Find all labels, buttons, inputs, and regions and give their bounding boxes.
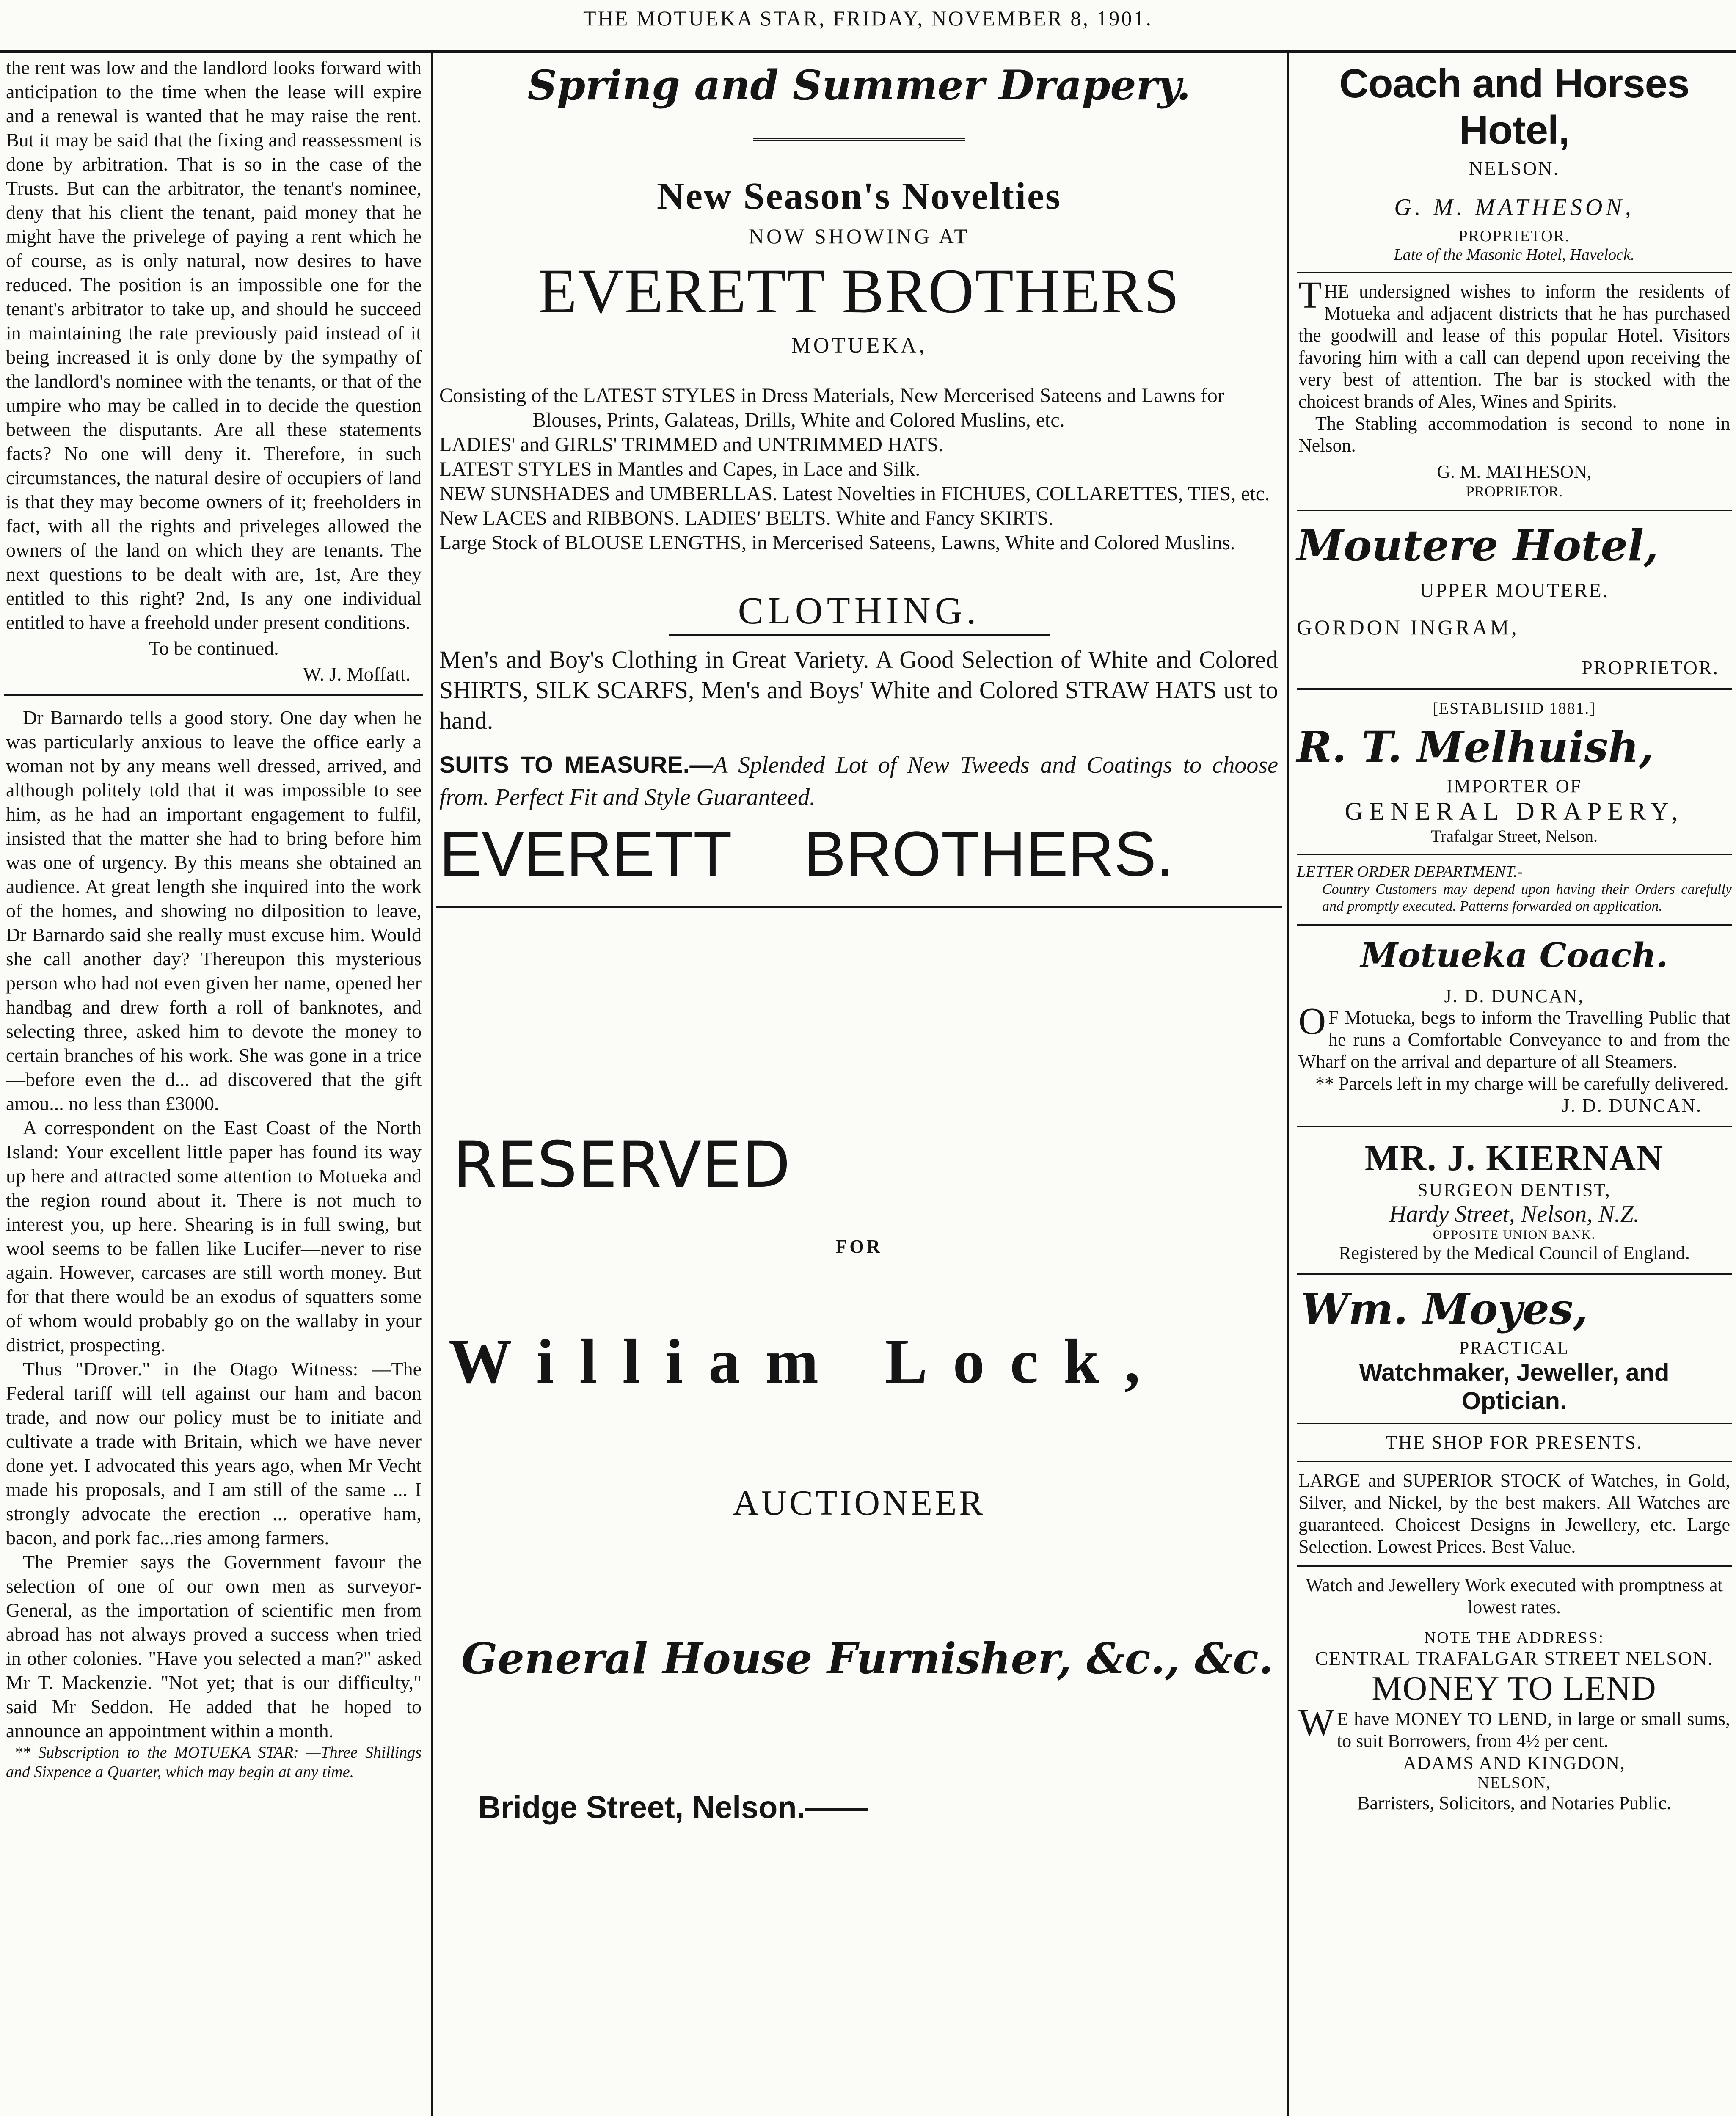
coach-horses-town: NELSON. [1469,157,1560,179]
kiernan-opposite: OPPOSITE UNION BANK. [1433,1228,1596,1242]
clothing-text: Men's and Boy's Clothing in Great Variety. A Good Selection of White and Colored SHIRTS, SILK SCARFS, Men's and Boys' White and Colored STRAW HATS ust to hand. [439,646,1278,734]
drapery-items [436,358,1282,555]
ad-separator [1297,1423,1732,1424]
ad-separator [1297,1273,1732,1275]
coach-horses-signature-title: PROPRIETOR. [1466,483,1563,500]
subscription-notice: ** Subscription to the MOTUEKA STAR: —Three Shillings and Sixpence a Quarter, which may begin at any time. [6,1744,422,1781]
motueka-coach-parcels: ** Parcels left in my charge will be carefully delivered. [1315,1073,1729,1094]
moyes-shop: THE SHOP FOR PRESENTS. [1386,1432,1643,1453]
kiernan-address: Hardy Street, Nelson, N.Z. [1389,1201,1640,1227]
drover-paragraph: Thus "Drover." in the Otago Witness: —The Federal tariff will tell against our ham and bacon trade, and now our policy must be to initiate and cultivate a trade with Britain, which we have never done yet. I advocated this years ago, when Mr Vecht made his proposals, and I am still of the same ... I strongly advocate the erection ... operative ham, bacon, and pork fac...ries among farmers. [6,1358,422,1548]
moutere-proprietor: PROPRIETOR. [1582,657,1719,678]
coach-horses-owner: G. M. MATHESON, [1394,194,1634,220]
ad-separator [1297,1126,1732,1127]
coach-horses-title: Coach and Horses Hotel, [1339,61,1689,153]
money-to-lend-title: MONEY TO LEND [1372,1670,1657,1707]
ad-separator [1297,1565,1732,1567]
ad-separator [1297,1461,1732,1462]
ad-separator [1297,854,1732,855]
coach-horses-late: Late of the Masonic Hotel, Havelock. [1394,246,1635,264]
moutere-place: UPPER MOUTERE. [1419,579,1609,602]
coach-horses-proprietor: PROPRIETOR. [1458,227,1570,245]
furnisher-line: General House Furnisher, &c., &c. [461,1634,1273,1683]
motueka-coach-owner: J. D. DUNCAN, [1444,986,1584,1006]
drapery-item: NEW SUNSHADES and UMBERLLAS. Latest Novelties in FICHUES, COLLARETTES, TIES, etc. [439,482,1270,505]
reserved-for: FOR [835,1236,883,1257]
moyes-note: NOTE THE ADDRESS: [1424,1629,1605,1647]
suits-text: A Splended Lot of New Tweeds and Coatings to choose from. Perfect Fit and Style Guaranteed. [439,752,1278,810]
kiernan-title: MR. J. KIERNAN [1364,1138,1664,1178]
coach-horses-signature: G. M. MATHESON, [1437,461,1592,482]
money-firm: ADAMS AND KINGDON, [1403,1752,1626,1773]
money-town: NELSON, [1477,1774,1551,1792]
kiernan-role: SURGEON DENTIST, [1417,1179,1611,1200]
motueka-coach-title: Motueka Coach. [1360,935,1668,975]
to-be-continued: To be continued. [149,637,279,659]
drapery-item: New LACES and RIBBONS. LADIES' BELTS. White and Fancy SKIRTS. [439,507,1054,529]
ad-separator [1297,510,1732,511]
melhuish-title: R. T. Melhuish, [1297,722,1654,772]
middle-separator [436,906,1282,908]
ad-separator [1297,272,1732,273]
money-to-lend-body: WE have MONEY TO LEND, in large or small sums, to suit Borrowers, from 4½ per cent. [1298,1702,1730,1751]
suits-to-measure [436,736,1282,813]
business-address: Bridge Street, Nelson.—— [478,1790,868,1825]
article-land-tenure-paragraph: the rent was low and the landlord looks forward with anticipation to the time when the lease will expire and a renewal is wanted that he may raise the rent. But it may be said that the fixing and reassessment is done by arbitration. That is so in the case of the Trusts. But can the arbitrator, the tenant's nominee, deny that his client the tenant, paid money that he might have the privelege of paying a rent which he of course, as is only natural, now desires to have reduced. The position is an impossible one for the tenant's arbitrator to take up, and should he succeed in maintaining the rate previously paid instead of it being increased it is only done by the sympathy of the landlord's nominee with the tenants, or that of the umpire who may be called in to decide the question between the disputants. Are all these statements facts? No one will deny it. Therefore, in such circumstances, the natural desire of occupiers of land is that they may become owners of it; freeholders in fact, with all the rights and priveleges allowed the owners of the land on which they are tenants. The next questions to be dealt with are, 1st, Are they entitled to this right? 2nd, Is any one individual entitled to have a freehold under present conditions. [6,57,422,633]
melhuish-drapery: GENERAL DRAPERY, [1345,797,1684,825]
article-signature: W. J. Moffatt. [303,663,411,685]
melhuish-letter-order: LETTER ORDER DEPARTMENT.- [1297,863,1523,881]
column-divider-1 [431,53,433,2116]
drapery-item: LADIES' and GIRLS' TRIMMED and UNTRIMMED HATS. [439,433,944,456]
firm-town: MOTUEKA, [791,333,927,358]
moyes-practical: PRACTICAL [1459,1339,1570,1358]
drapery-item: Consisting of the LATEST STYLES in Dress Materials, New Mercerised Sateens and Lawns for Blouses, Prints, Galateas, Drills, White and Colored Muslins, etc. [439,384,1224,431]
moyes-stock: LARGE and SUPERIOR STOCK of Watches, in Gold, Silver, and Nickel, by the best makers. All Watches are guaranteed. Choicest Designs in Jewellery, etc. Large Selection. Lowest Prices. Best Value. [1298,1470,1730,1557]
reserved-heading: RESERVED [453,1128,791,1202]
advertiser-name: William Lock, [449,1326,1166,1397]
motueka-coach-body: OF Motueka, begs to inform the Travelling Public that he runs a Comfortable Conveyance to and from the Wharf on the arrival and departure of all Steamers. [1298,1000,1730,1072]
kiernan-registration: Registered by the Medical Council of England. [1339,1243,1690,1263]
melhuish-address: Trafalgar Street, Nelson. [1431,827,1598,846]
clothing-underline [669,634,1050,636]
now-showing: NOW SHOWING AT [749,224,970,248]
east-coast-correspondent-paragraph: A correspondent on the East Coast of the North Island: Your excellent little paper has found its way up here and attracted some attention to Motueka and the region round about it. There is not much to interest you, up here. Shearing is in full swing, but wool seems to be fallen like Lucifer—never to rise again. However, carcases are still worth money. But for that there would be an exodus of squatters some of whom would probably go on the wallaby in your district, prospecting. [6,1117,422,1356]
drapery-item: Large Stock of BLOUSE LENGTHS, in Mercerised Sateens, Lawns, White and Colored Muslins. [439,532,1235,554]
right-column [1292,53,1736,2116]
premier-paragraph: The Premier says the Government favour the selection of one of our own men as surveyor-General, as the importation of scientific men from abroad has not always proved a success when tried in other colonies. "Have you selected a man?" asked Mr T. Mackenzie. "Not yet; that is our difficulty," said Mr Seddon. He added that he hoped to announce an appointment within a month. [6,1551,422,1741]
firm-name: EVERETT BROTHERS [538,256,1180,326]
drapery-item: LATEST STYLES in Mantles and Capes, in Lace and Silk. [439,458,920,480]
column-divider-2 [1287,53,1289,2116]
top-rule [0,50,1736,53]
coach-horses-body: THE undersigned wishes to inform the residents of Motueka and adjacent districts that he has purchased the goodwill and lease of this popular Hotel. Visitors favoring him with a call can depend upon receiving the very best of attention. The bar is stocked with the choicest brands of Ales, Wines and Spirits. [1298,274,1730,412]
ad-separator [1297,688,1732,690]
melhuish-letter-order-text: Country Customers may depend upon having their Orders carefully and promptly executed. Patterns forwarded on application. [1322,882,1732,914]
moyes-trade: Watchmaker, Jeweller, and Optician. [1359,1359,1670,1415]
suits-label: SUITS TO MEASURE.— [439,751,714,778]
firm-name-footer: EVERETT BROTHERS. [439,818,1174,889]
left-column [0,53,427,2116]
motueka-coach-signature: J. D. DUNCAN. [1562,1095,1702,1116]
novelties-heading: New Season's Novelties [657,175,1061,217]
moutere-title: Moutere Hotel, [1297,521,1659,570]
barnardo-story-paragraph: Dr Barnardo tells a good story. One day when he was particularly anxious to leave the office early a woman not by any means well dressed, arrived, and although politely told that it was impossible to see him, as he had an important engagement to fulfil, insisted that the matter she had to bring before him was one of urgency. By this means she obtained an audience. At great length she inquired into the work of the homes, and showing no dilposition to leave, Dr Barnardo said she really must excuse him. Would she call another day? Thereupon this mysterious person who had not even given her name, opened her handbag and drew forth a roll of banknotes, and selecting three, asked him to devote the money to certain branches of his work. She was gone in a trice—before even the d... ad discovered that the gift amou... no less than £3000. [6,707,422,1114]
auctioneer-title: AUCTIONEER [733,1483,986,1523]
moyes-workshop: Watch and Jewellery Work executed with promptness at lowest rates. [1306,1575,1723,1617]
melhuish-established: [ESTABLISHD 1881.] [1433,700,1596,717]
moutere-owner: GORDON INGRAM, [1297,615,1519,639]
drapery-heading: Spring and Summer Drapery. [527,61,1191,109]
masthead: THE MOTUEKA STAR, FRIDAY, NOVEMBER 8, 1901. [583,6,1153,30]
clothing-heading: CLOTHING. [738,590,981,632]
coach-horses-stabling: The Stabling accommodation is second to none in Nelson. [1298,413,1730,456]
melhuish-importer: IMPORTER OF [1446,776,1582,796]
moyes-address: CENTRAL TRAFALGAR STREET NELSON. [1315,1648,1714,1669]
decorative-rule [753,135,965,141]
ad-separator [1297,924,1732,926]
middle-column [436,53,1282,2116]
column-separator [4,694,423,696]
money-role: Barristers, Solicitors, and Notaries Public. [1357,1793,1671,1813]
moyes-title: Wm. Moyes, [1301,1284,1588,1334]
